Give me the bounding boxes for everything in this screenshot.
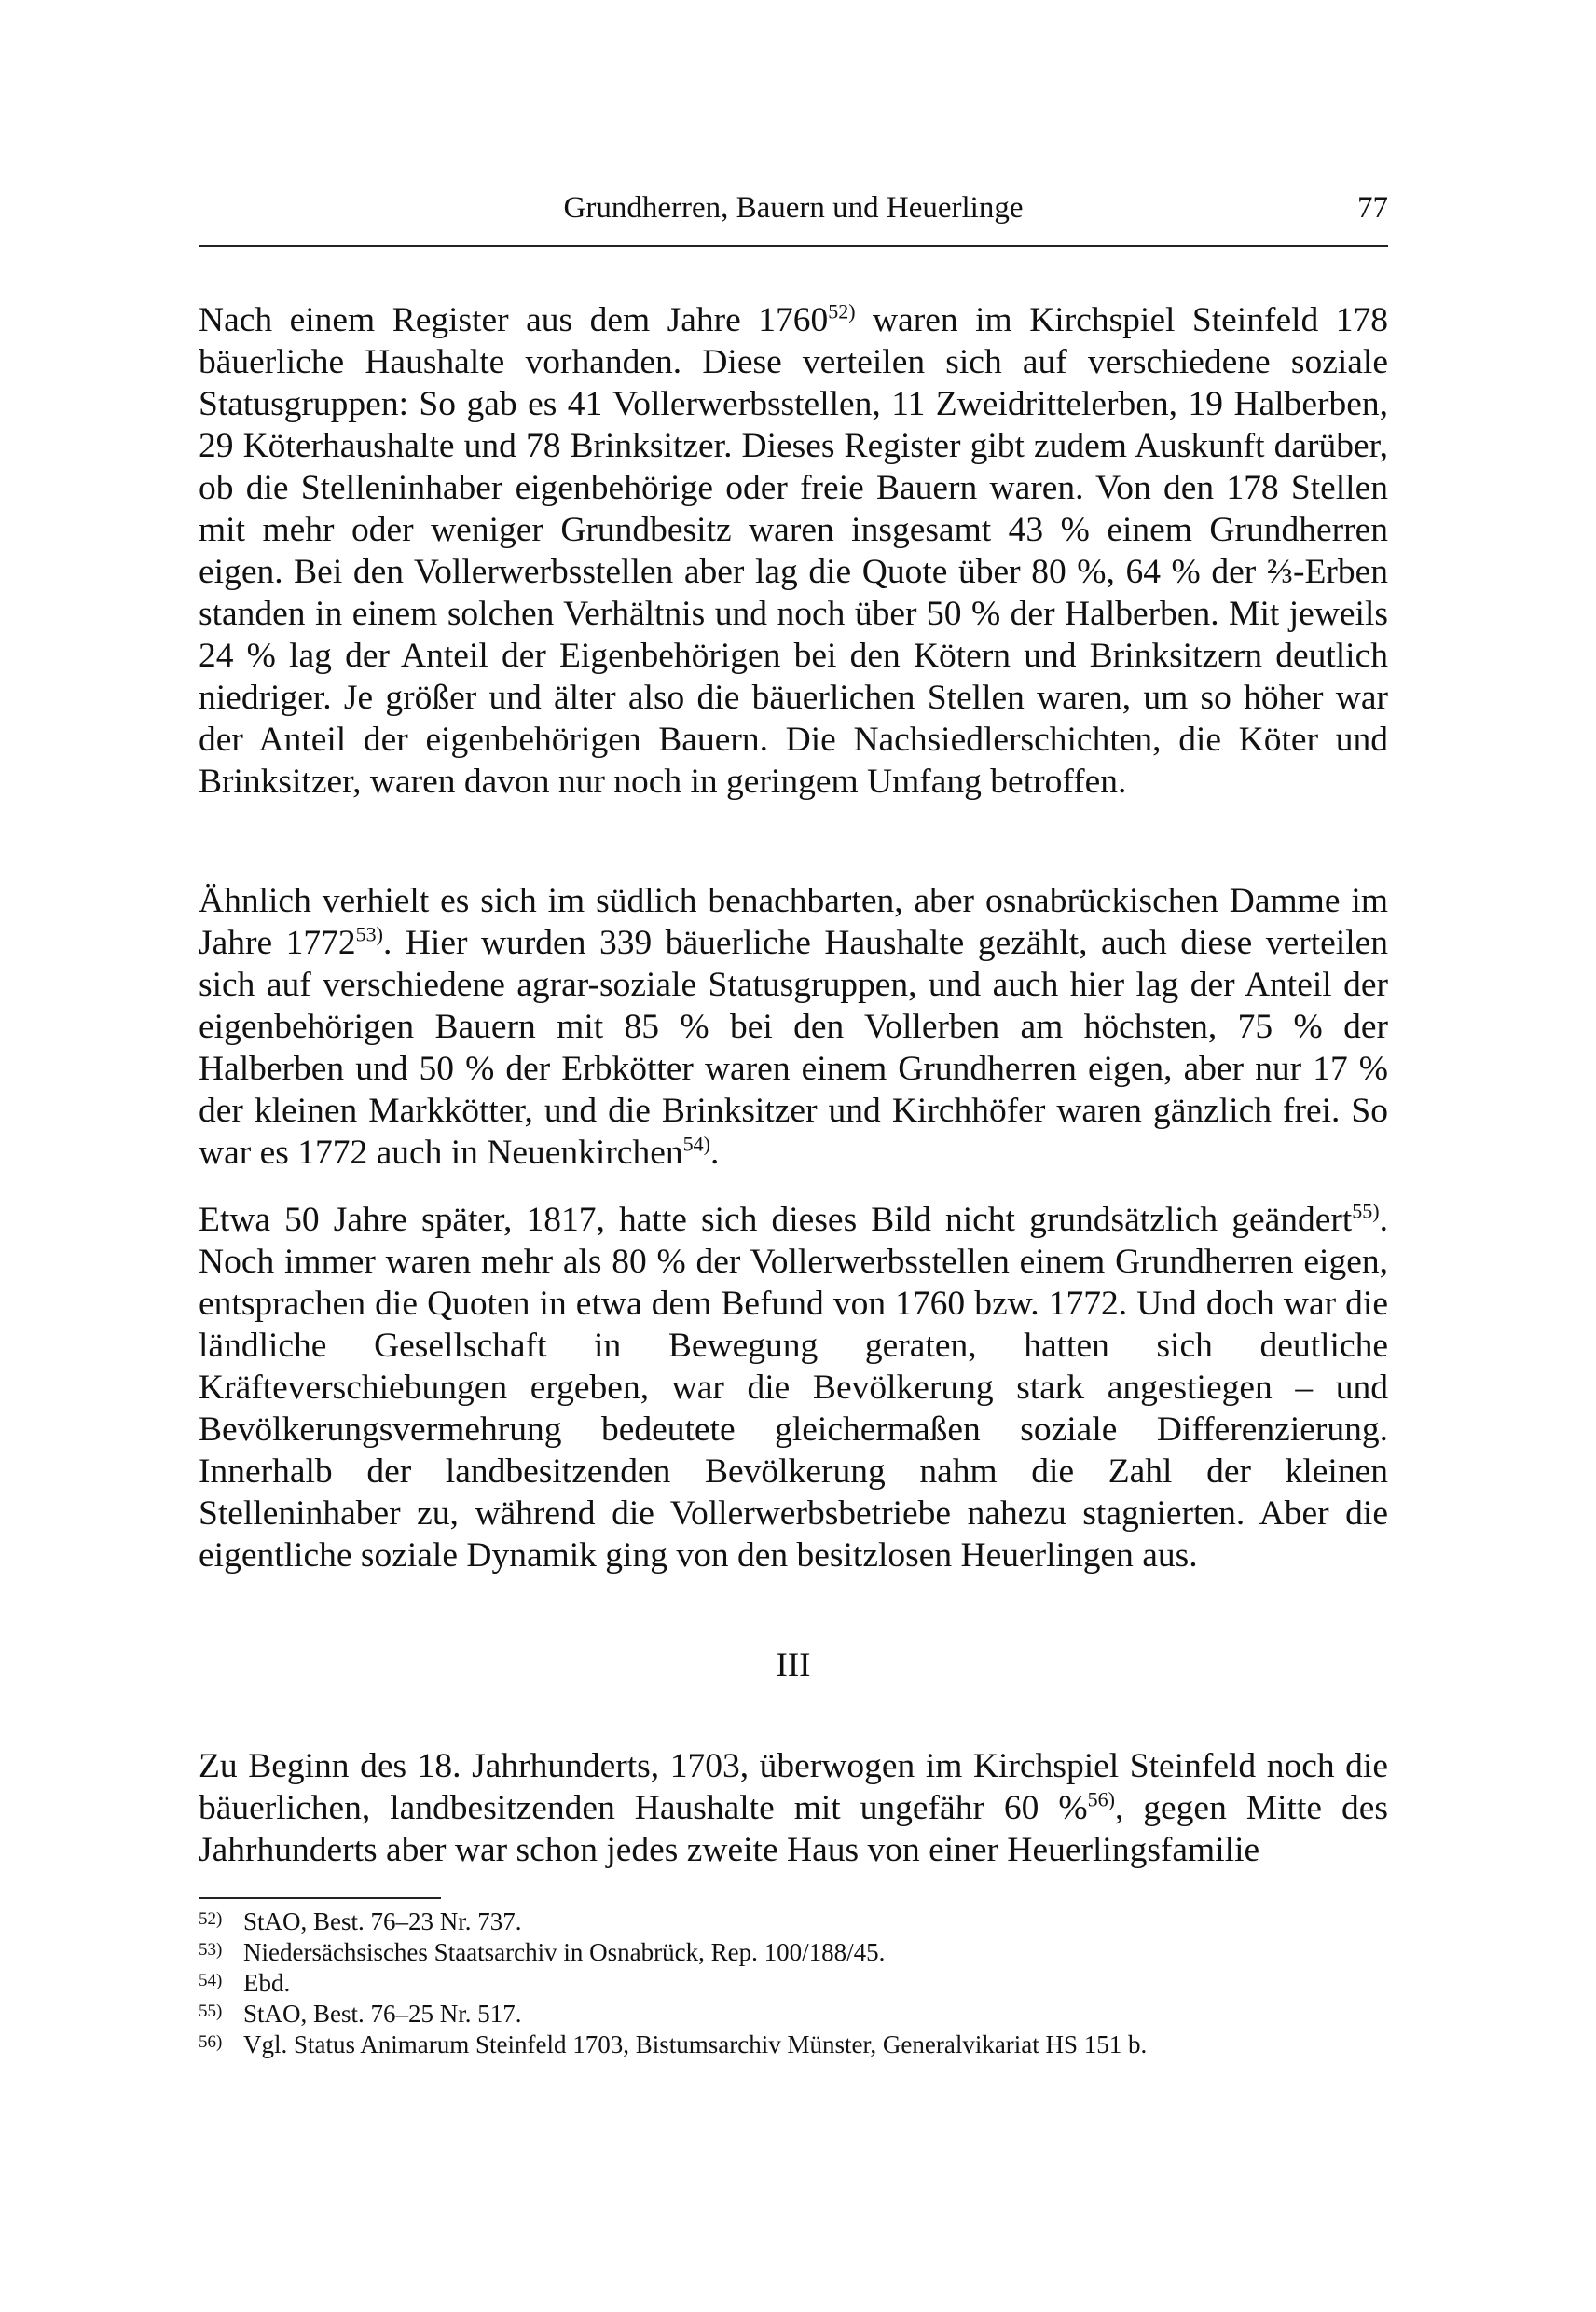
footnote-text: Ebd. [243,1969,291,1997]
paragraph-text: Ähnlich verhielt es sich im südlich benachbarten, aber osnabrückischen Damme im Jahre 1772 [199,881,1388,962]
paragraph-text: . [709,1133,720,1172]
footnote-54 [199,1968,1388,1999]
paragraph-1 [199,299,1388,803]
paragraph-4 [199,1745,1388,1871]
footnotes-list [199,1906,1388,2060]
page-number: 77 [1357,191,1388,225]
footnote-55 [199,1999,1388,2030]
header-rule [199,245,1388,247]
paragraph-3 [199,1199,1388,1576]
footnote-mark: 52) [199,1909,223,1929]
paragraph-text: waren im Kirchspiel Steinfeld 178 bäuerliche Haushalte vorhanden. Diese verteilen sich auf verschiedene soziale Statusgruppen: So gab es 41 Vollerwerbsstellen, 11 Zweidrittelerben, 19 Halberben, 29 Köterhaushalte und 78 Brinksitzer. Dieses Register gibt zudem Auskunft darüber, ob die Stelleninhaber eigenbehörige oder freie Bauern waren. Von den 178 Stellen mit mehr oder weniger Grundbesitz waren insgesamt 43 % einem Grundherren eigen. Bei den Vollerwerbsstellen aber lag die Quote über 80 %, 64 % der ⅔-Erben standen in einem solchen Verhältnis und noch über 50 % der Halberben. Mit jeweils 24 % lag der Anteil der Eigenbehörigen bei den Kötern und Brinksitzern deutlich niedriger. Je größer und älter also die bäuerlichen Stellen waren, um so höher war der Anteil der eigenbehörigen Bauern. Die Nachsiedlerschichten, die Köter und Brinksitzer, waren davon nur noch in geringem Umfang betroffen. [199,300,1388,801]
footnote-text: StAO, Best. 76–23 Nr. 737. [243,1907,522,1935]
footnote-mark: 56) [199,2032,223,2052]
footnote-53 [199,1937,1388,1968]
paragraph-text: Zu Beginn des 18. Jahrhunderts, 1703, überwogen im Kirchspiel Steinfeld noch die bäuerlichen, landbesitzenden Haushalte mit ungefähr 60 % [199,1746,1388,1827]
footnote-mark: 54) [199,1971,223,1990]
footnote-reference-56[interactable]: 56) [1087,1787,1115,1810]
paragraph-text: Nach einem Register aus dem Jahre 1760 [199,300,829,339]
footnote-reference-52[interactable]: 52) [828,299,856,323]
footnote-text: Niedersächsisches Staatsarchiv in Osnabrück, Rep. 100/188/45. [243,1938,886,1966]
running-title: Grundherren, Bauern und Heuerlinge [563,191,1024,225]
footnote-52 [199,1906,1388,1937]
paragraph-text: . Hier wurden 339 bäuerliche Haushalte gezählt, auch diese verteilen sich auf verschiedene agrar-soziale Statusgruppen, und auch hier lag der Anteil der eigenbehörigen Bauern mit 85 % bei den Vollerben am höchsten, 75 % der Halberben und 50 % der Erbkötter waren einem Grundherren eigen, aber nur 17 % der kleinen Markkötter, und die Brinksitzer und Kirchhöfer waren gänzlich frei. So war es 1772 auch in Neuenkirchen [199,923,1389,1172]
paragraph-text: , gegen Mitte des Jahrhunderts aber war schon jedes zweite Haus von einer Heuerlingsfamilie [199,1788,1388,1869]
footnote-text: Vgl. Status Animarum Steinfeld 1703, Bistumsarchiv Münster, Generalvikariat HS 151 b. [243,2030,1148,2058]
paragraph-text: Etwa 50 Jahre später, 1817, hatte sich dieses Bild nicht grundsätzlich geändert [199,1200,1353,1239]
paragraph-text: . Noch immer waren mehr als 80 % der Vollerwerbsstellen einem Grundherren eigen, entsprachen die Quoten in etwa dem Befund von 1760 bzw. 1772. Und doch war die ländliche Gesellschaft in Bewegung geraten, hatten sich deutliche Kräfteverschiebungen ergeben, war die Bevölkerung stark angestiegen – und Bevölkerungsvermehrung bedeutete gleichermaßen soziale Differenzierung. Innerhalb der landbesitzenden Bevölkerung nahm die Zahl der kleinen Stelleninhaber zu, während die Vollerwerbsbetriebe nahezu stagnierten. Aber die eigentliche soziale Dynamik ging von den besitzlosen Heuerlingen aus. [199,1200,1388,1575]
page-header [199,191,1388,247]
footnote-text: StAO, Best. 76–25 Nr. 517. [243,2000,522,2028]
footnote-reference-53[interactable]: 53) [355,922,383,945]
footnote-mark: 53) [199,1940,223,1960]
footnote-reference-55[interactable]: 55) [1352,1199,1380,1222]
footnote-mark: 55) [199,2002,223,2021]
footnote-56 [199,2030,1388,2060]
section-heading: III [776,1646,811,1685]
footnote-rule [199,1897,441,1899]
paragraph-2 [199,880,1388,1174]
footnote-reference-54[interactable]: 54) [682,1132,710,1155]
